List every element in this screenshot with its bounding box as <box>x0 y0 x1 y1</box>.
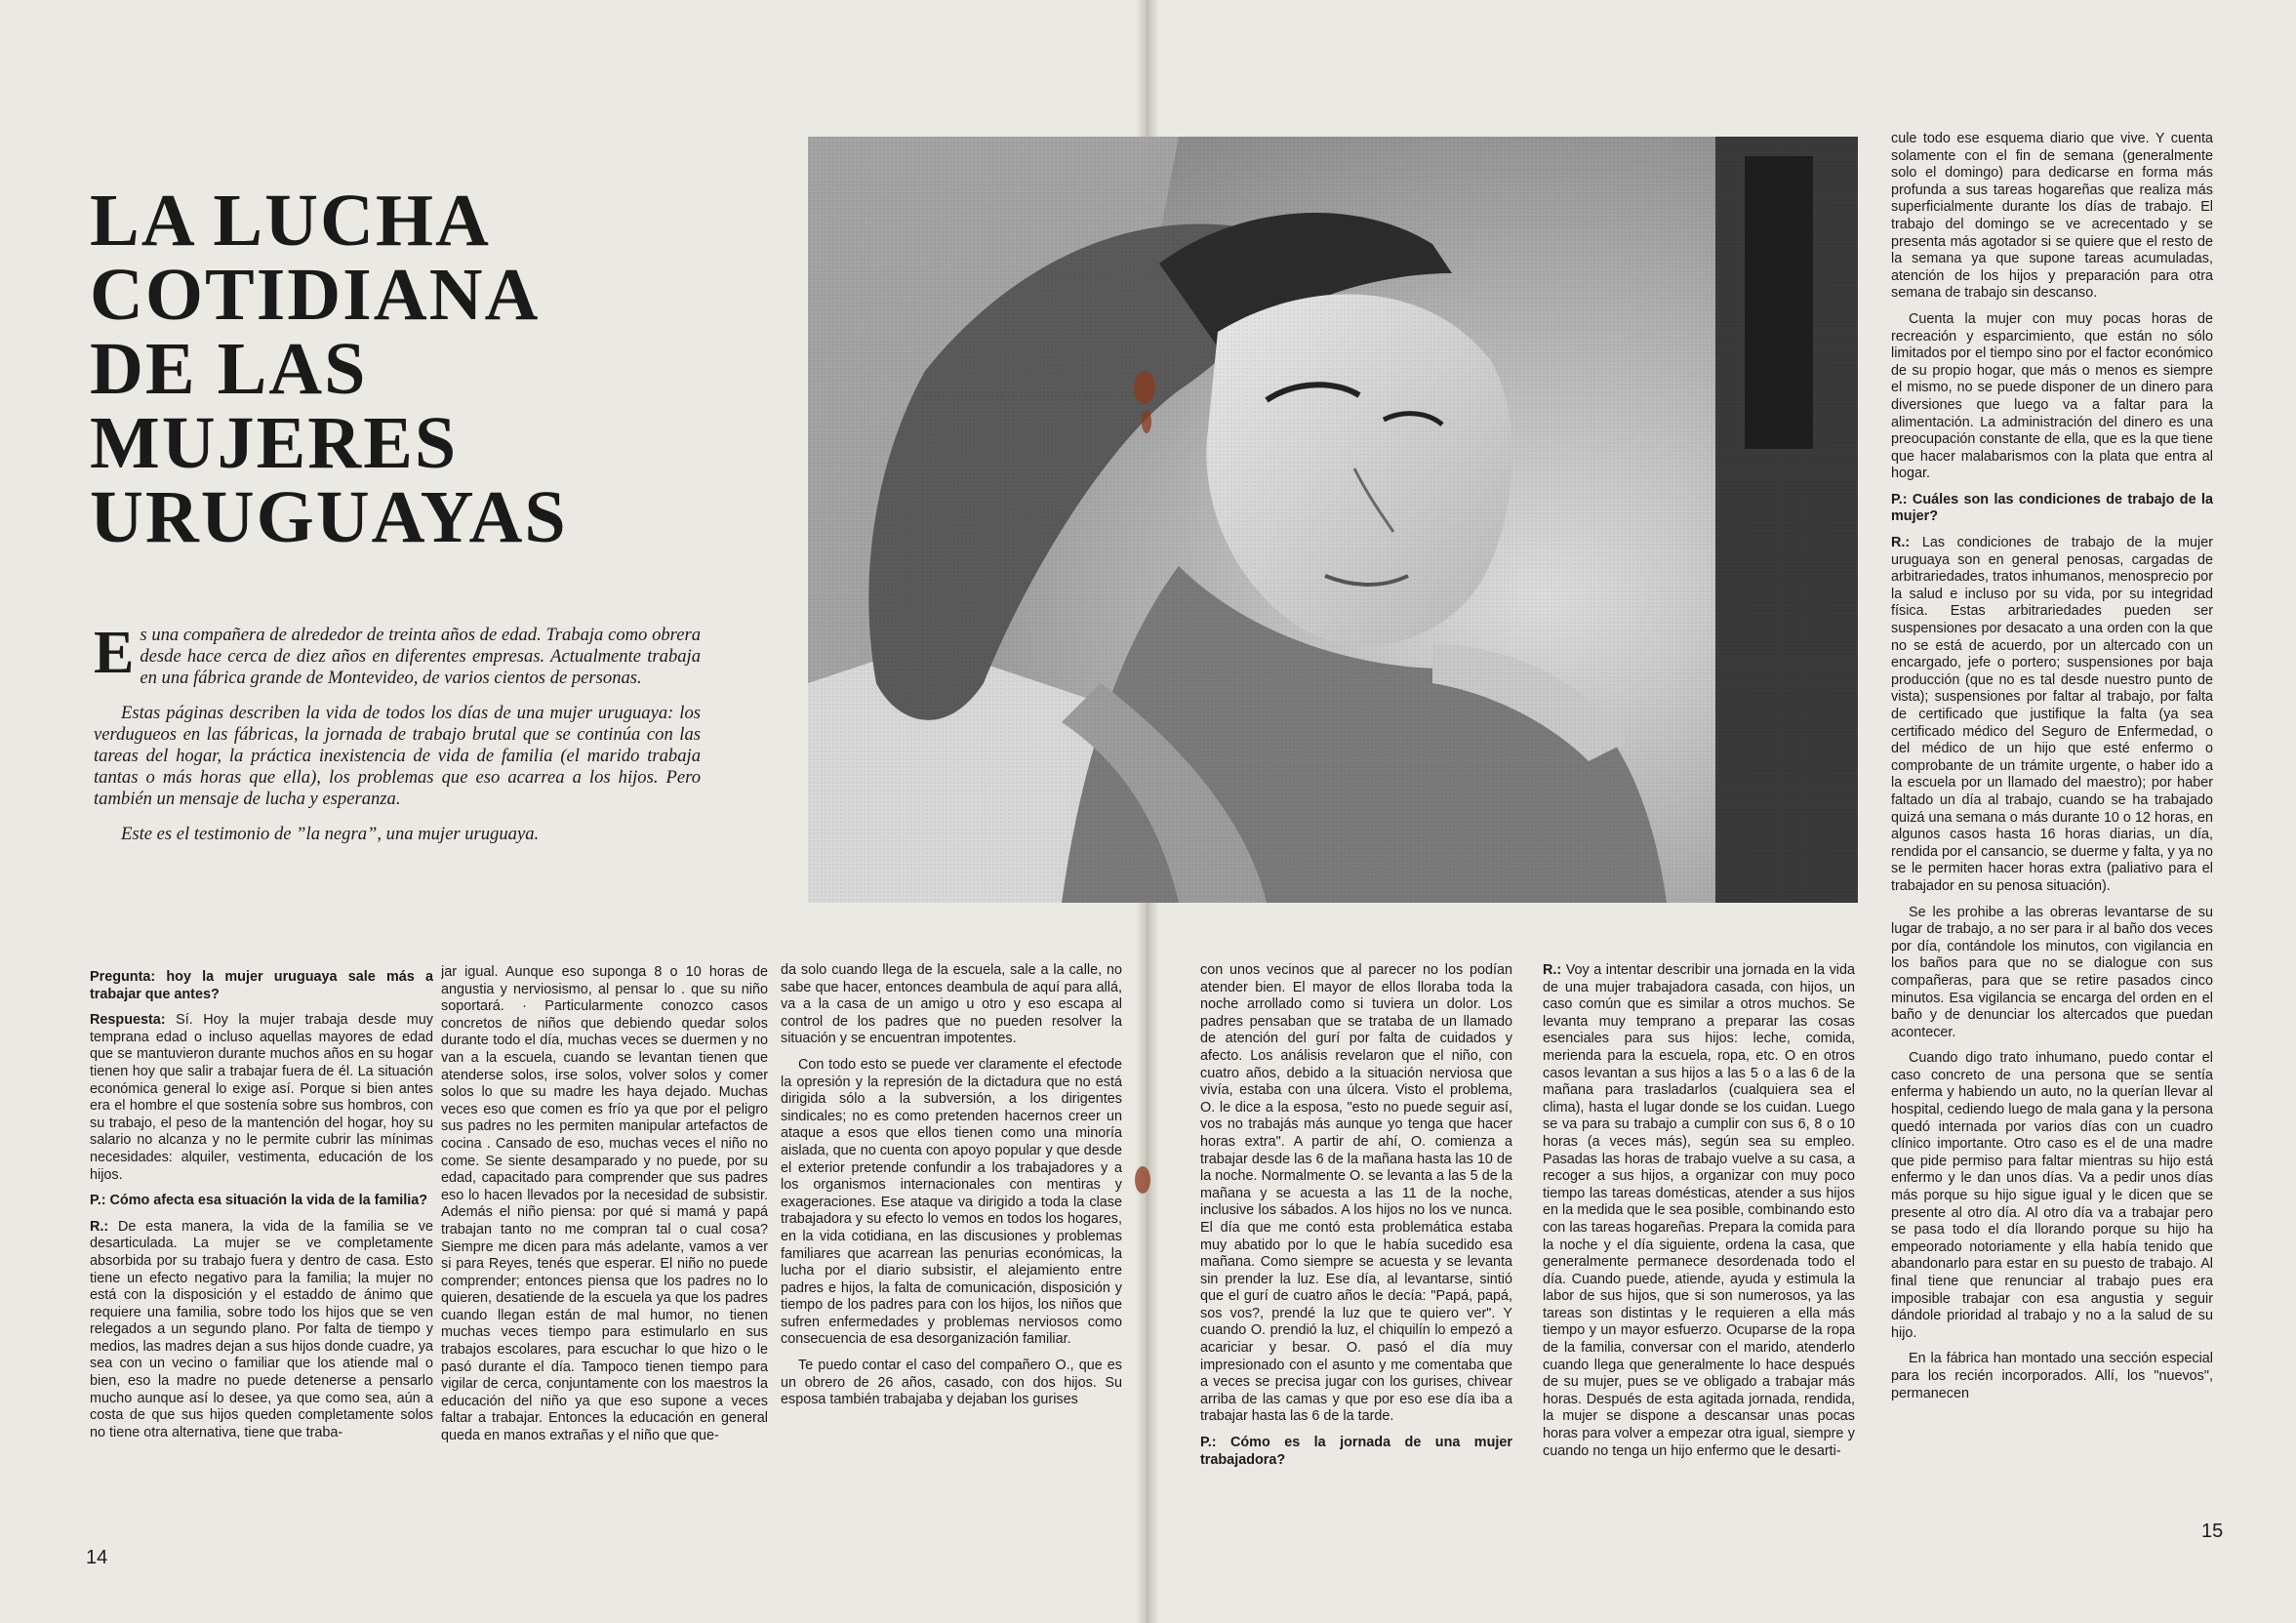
text-column-6 <box>1891 131 2213 1546</box>
page-number-right: 15 <box>2201 1521 2224 1542</box>
text-column-2 <box>441 964 768 1564</box>
text-column-5 <box>1543 962 1855 1564</box>
answer <box>1891 535 2213 895</box>
intro-paragraph <box>94 620 701 689</box>
paragraph: da solo cuando llega de la escuela, sale a la calle, no sabe que hacer, entonces deambula de aquí para allá, va a la casa de un amigo u otro y eso escapa al control de los padres que no pueden resolver la situación y se encuentran impotentes. <box>781 962 1122 1047</box>
answer-label: R.: <box>90 1218 109 1235</box>
question: Pregunta: hoy la mujer uruguaya sale más a trabajar que antes? <box>90 969 433 1002</box>
paragraph: Cuenta la mujer con muy pocas horas de recreación y esparcimiento, que están no sólo limitados por el tiempo sino por el factor económico de su propio hogar, que más o menos es siempre el mismo, no se puede disponer de un dinero para diversiones que luego va a faltar para la alimentación. La administración del dinero es una preocupación constante de ella, que es la que tiene que hacer malabarismos con la plata que entra al hogar. <box>1891 310 2213 482</box>
paper-stain <box>1134 371 1155 404</box>
text-column-3 <box>781 962 1122 1564</box>
headline-line: URUGUAYAS <box>90 476 568 558</box>
answer-text: Las condiciones de trabajo de la mujer uruguaya son en general penosas, cargadas de arbitrariedades, tratos inhumanos, menosprecio por la salud e incluso por su vida, por su integridad física. Estas arbitrariedades pueden ser suspensiones por desacato a una orden con la que no se está de acuerdo, por un altercado con un encargado, jefe o portero; suspensiones por baja producción (que no es tal desde nuestro punto de vista); suspensiones por faltar al trabajo, por falta de certificado que justifique la falta (ya sea certificado médico del Seguro de Enfermedad, o del médico de un hijo que esté enfermo o comprobante de un trámite urgente, o haber ido a la escuela por un llamado del maestro); por haber faltado un día al trabajo, cuando se ha trabajado quizá una semana o más durante 10 o 12 horas, en algunos casos hasta 16 horas diarias, un día, rendida por el cansancio, se duerme y falta, y ya no se le permiten hacer horas extra (paliativo para el trabajador en su penosa situación). <box>1891 535 2213 894</box>
text-column-4 <box>1200 962 1512 1564</box>
drop-cap: E <box>94 620 135 686</box>
paragraph: cule todo ese esquema diario que vive. Y cuenta solamente con el fin de semana (generalmente solo el domingo) para dedicarse en forma más profunda a sus tareas hogareñas que realiza más superficialmente durante los días de trabajo. El trabajo del domingo se ve acrecentado y se presenta más agotador si se quiere que el resto de la semana ya que supone tareas acumuladas, atención de los hijos y preparación para otra semana de trabajo sin descanso. <box>1891 131 2213 302</box>
answer <box>90 1219 433 1442</box>
answer-label: R.: <box>1891 535 1911 551</box>
question: P.: Cómo es la jornada de una mujer trabajadora? <box>1200 1435 1512 1468</box>
intro-paragraph: Estas páginas describen la vida de todos los días de una mujer uruguaya: los verdugueos en las fábricas, la jornada de trabajo brutal que se continúa con las tareas del hogar, la práctica inexistencia de vida de familia (el marido trabaja tantas o más horas que ella), los problemas que eso acarrea a los hijos. Pero también un mensaje de lucha y esperanza. <box>94 703 701 809</box>
paragraph: Cuando digo trato inhumano, puedo contar el caso concreto de una persona que se sentía enferma y habiendo un auto, no la querían llevar al hospital, cediendo luego de mala gana y la persona quedó internada por varios días con un cuadro clínico importante. Otro caso es el de una madre que pide permiso para faltar mientras su hijo está enfermo y le dan unos días. Va a pedir unos días más porque su hijo sigue igual y le dicen que se presente al otro día. Al otro día va a trabajar pero se pasa todo el día llorando porque su hijo ha empeorado notoriamente y ella había tenido que abandonarlo para estar en su puesto de trabajo. Al final tiene que renunciar al trabajo pues era imposible trabajar con esa angustia y seguir dándole prioridad al trabajo y no a la salud de su hijo. <box>1891 1050 2213 1341</box>
answer-text: Sí. Hoy la mujer trabaja desde muy temprana edad o incluso aquellas mayores de edad que se mantuvieron durante muchos años en su hogar tienen hoy que salir a trabajar fuera de él. La situación económica general lo exige así. Porque si bien antes era el hombre el que sostenía sobre sus hombros, con su trabajo, el peso de la mantención del hogar, hoy su salario no alcanza y no le permite cubrir las mínimas necesidades: alquiler, vestimenta, educación de los hijos. <box>90 1012 433 1183</box>
intro-paragraph: Este es el testimonio de ”la negra”, una mujer uruguaya. <box>121 824 540 844</box>
article-headline <box>90 180 724 558</box>
paragraph: En la fábrica han montado una sección especial para los recién incorporados. Allí, los "nuevos", permanecen <box>1891 1351 2213 1401</box>
answer-label: R.: <box>1543 962 1562 978</box>
paragraph: jar igual. Aunque eso suponga 8 o 10 horas de angustia y nerviosismo, al pensar lo . que su niño soportará. · Particularmente conozco casos concretos de niños que debiendo quedar solos durante todo el día, muchas veces se duermen y no van a la escuela, cuando se levantan tienen que atenderse solos, irse solos, volver solos y comer solos lo que su madre les haya dejado. Muchas veces eso que comen es frío ya que por el peligro sus padres no les permiten manipular artefactos de cocina . Cansado de eso, muchas veces el niño no come. Se siente desamparado y no puede, por su edad, capacitado para comprender que sus padres eso lo hacen llevados por la necesidad de subsistir. Además el niño piensa: por qué si mamá y papá trabajan tanto no me compran tal o cual cosa? Siempre me dicen para más adelante, vamos a ver si para Reyes, tenés que esperar. El niño no puede comprender; entonces piensa que los padres no lo quieren, desatiende de la escuela ya que los padres cuando llegan están de mal humor, no tienen muchas veces tiempo para estimularlo en sus trabajos escolares, para escuchar lo que hizo o le pasó durante el día. Tampoco tienen tiempo para vigilar de cerca, conjuntamente con los maestros la educación del niño ya que eso supone a veces faltar a trabajar. Entonces la educación en general queda en manos extrañas y el niño que que- <box>441 964 768 1444</box>
article-photo <box>808 137 1858 903</box>
answer <box>90 1012 433 1184</box>
paper-stain <box>1142 410 1151 433</box>
paragraph: Con todo esto se puede ver claramente el efectode la opresión y la represión de la dictadura que no está dirigida sólo a la subversión, a los dirigentes sindicales; no es como pretenden hacernos creer un ataque a esos que ellos tienen como una minoría aislada, que no cuenta con apoyo popular y que desde el exterior pretende confundir a los trabajadores y a los organismos internacionales con mentiras y exageraciones. Ese ataque va dirigido a toda la clase trabajadora y su efecto lo vemos en todos los hogares, en la vida cotidiana, en las discusiones y problemas familiares que acarrean las penurias económicas, la lucha por el diario subsistir, el alejamiento entre padres e hijos, la falta de comunicación, disposición y tiempo de los padres para con los hijos, los niños que sufren enfermedades y problemas nerviosos como consecuencia de esa desorganización familiar. <box>781 1056 1122 1348</box>
paper-stain <box>1135 1166 1150 1194</box>
headline-line: MUJERES <box>90 402 459 484</box>
paragraph: Te puedo contar el caso del compañero O., que es un obrero de 26 años, casado, con dos hijos. Su esposa también trabajaba y dejaban los gurises <box>781 1358 1122 1408</box>
page-number-left: 14 <box>86 1547 108 1568</box>
paragraph: Se les prohibe a las obreras levantarse de su lugar de trabajo, a no ser para ir al baño dos veces por día, contándole los minutos, con vigilancia en los baños para que no se dialogue con sus compañeras, para que se retire pasados cinco minutos. Esa vigilancia se encarga del orden en el baño y de denunciar los altercados que puedan acontecer. <box>1891 904 2213 1040</box>
text-column-1 <box>90 969 433 1564</box>
headline-line: COTIDIANA <box>90 254 541 336</box>
headline-line: LA LUCHA <box>90 180 491 262</box>
answer-label: Respuesta: <box>90 1012 166 1029</box>
intro-text: s una compañera de alrededor de treinta años de edad. Trabaja como obrera desde hace cerca de diez años en diferentes empresas. Actualmente trabaja en una fábrica grande de Montevideo, de varios cientos de personas. <box>140 625 701 688</box>
article-intro <box>94 620 701 859</box>
question: P.: Cómo afecta esa situación la vida de la familia? <box>90 1193 428 1209</box>
paragraph: con unos vecinos que al parecer no los podían atender bien. El mayor de ellos lloraba toda la noche arrollado como si tuviera un dolor. Los padres pensaban que se trataba de un llamado de atención del gurí por falta de cuidados y afecto. Los análisis revelaron que el niño, con cuatro años, debido a la situación nerviosa que vivía, estaba con una úlcera. Visto el problema, O. le dice a la esposa, "esto no puede seguir así, vos no trabajás más aunque yo tenga que hacer horas extra". A partir de ahí, O. comienza a trabajar desde las 6 de la mañana hasta las 10 de la noche. Normalmente O. se levanta a las 5 de la mañana y se acuesta a las 11 de la noche, inclusive los sábados. A los hijos no los ve nunca. El día que me contó esta problemática estaba muy abatido por lo que le había sucedido esa mañana. Como siempre se acuesta y se levanta sin prender la luz. Ese día, al levantarse, sintió que el gurí de cuatro años le decía: "Papá, papá, sos vos?, prendé la luz que te quiero ver". Y cuando O. prendió la luz, el chiquilín lo empezó a acariciar y besar. O. pasó el día muy impresionado con el asunto y me comentaba que a veces se precisa jugar con los gurises, chivear arriba de las camas y que por eso ese día iba a trabajar hasta las 6 de la tarde. <box>1200 962 1512 1425</box>
photo-woman-working-image <box>808 137 1858 903</box>
headline-line: DE LAS <box>90 328 368 410</box>
answer <box>1543 962 1855 1460</box>
answer-text: Voy a intentar describir una jornada en la vida de una mujer trabajadora casada, con hijos, un caso común que es similar a otros muchos. Se levanta muy temprano a preparar las cosas esenciales para sus hijos: leche, comida, merienda para la escuela, ropa, etc. O en otros casos levantan a sus hijos a las 5 o a las 6 de la mañana para trasladarlos (cualquiera sea el clima), hasta el lugar donde se los cuidan. Luego se va para su trabajo a cumplir con sus 6, 8 o 10 horas (a veces más), según sea su empleo. Pasadas las horas de trabajo vuelve a su casa, a recoger a sus hijos, a organizar con muy poco tiempo las tareas domésticas, atender a sus hijos en la medida que le sea posible, combinando esto con las tareas hogareñas. Prepara la comida para la noche y el día siguiente, ordena la casa, que generalmente permanece desordenada todo el día. Cuando puede, atiende, ayuda y estimula la labor de sus hijos, que si son numerosos, ya las tareas son distintas y le requieren a ella más tiempo y un mayor esfuerzo. Ocuparse de la ropa de la familia, conversar con el marido, atenderlo cuando llega que generalmente lo hace después de su mujer, pues se ve obligado a trabajar más horas. Después de esta agitada jornada, rendida, la mujer se dispone a descansar unas pocas horas para volver a empezar otra igual, siempre y cuando no tenga un hijo enfermo que le desarti- <box>1543 962 1855 1459</box>
answer-text: De esta manera, la vida de la familia se ve desarticulada. La mujer se ve completamente absorbida por su trabajo fuera y dentro de casa. Esto tiene un efecto negativo para la familia; la mujer no está con la disposición y el estaddo de ánimo que requiere una familia, sobre todo los hijos que se ven relegados a un segundo plano. Por falta de tiempo y medios, las madres dejan a sus hijos donde cuadre, ya sea con un vecino o familiar que los atiende mal o bien, eso la madre no puede detenerse a pensarlo mucho aunque así lo desee, ya que como sea, aún a costa de que sus hijos queden completamente solos no tiene otra alternativa, tiene que traba- <box>90 1218 433 1440</box>
question: P.: Cuáles son las condiciones de trabajo de la mujer? <box>1891 491 2213 525</box>
